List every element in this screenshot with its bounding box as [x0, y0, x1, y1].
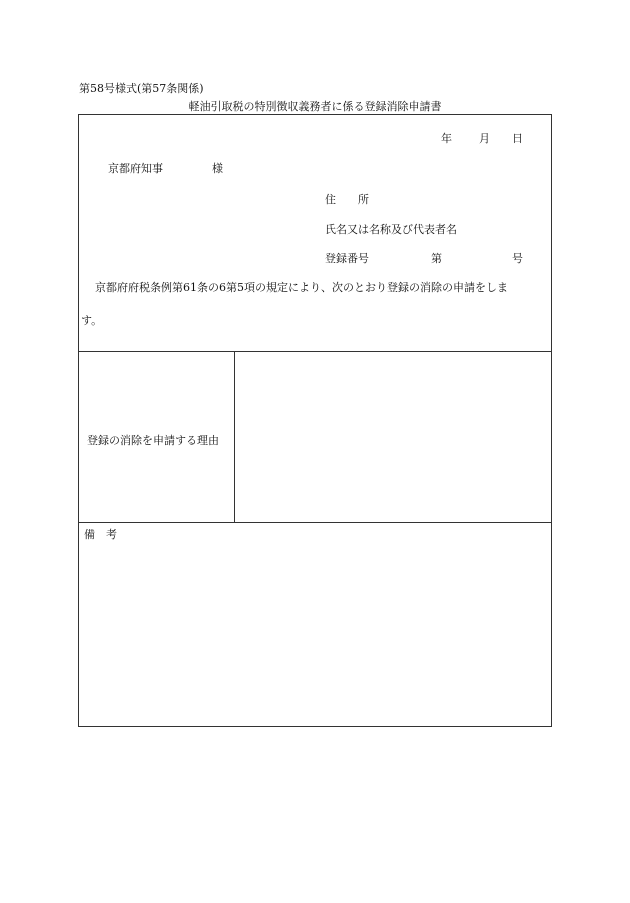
remarks-label: 備 考: [84, 528, 117, 541]
application-statement-line2: す。: [81, 314, 103, 327]
address-label: 住 所: [325, 193, 369, 206]
form-number: 第58号様式(第57条関係): [79, 82, 204, 95]
remarks-section-top-border: [78, 522, 552, 523]
registration-suffix: 号: [512, 252, 523, 265]
date-month-label: 月: [479, 132, 490, 145]
application-statement-line1: 京都府府税条例第61条の6第5項の規定により、次のとおり登録の消除の申請をしま: [95, 281, 508, 294]
name-label: 氏名又は名称及び代表者名: [325, 223, 457, 236]
honorific: 様: [212, 162, 223, 175]
registration-prefix: 第: [431, 252, 442, 265]
reason-field[interactable]: [235, 352, 551, 522]
reason-label: 登録の消除を申請する理由: [87, 434, 219, 447]
registration-label: 登録番号: [325, 252, 369, 265]
addressee: 京都府知事: [108, 162, 163, 175]
date-day-label: 日: [512, 132, 523, 145]
document-title: 軽油引取税の特別徴収義務者に係る登録消除申請書: [188, 100, 442, 113]
date-year-label: 年: [441, 132, 452, 145]
remarks-field[interactable]: [79, 540, 551, 726]
